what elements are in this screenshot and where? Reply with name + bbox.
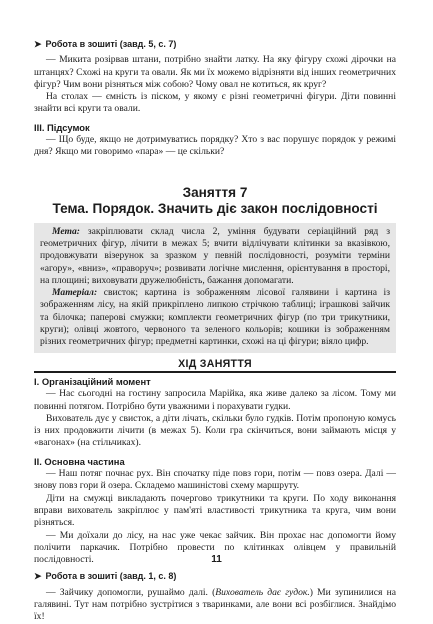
theme-title: Тема. Порядок. Значить діє закон послідовності — [52, 200, 378, 216]
materials-paragraph — [40, 287, 390, 348]
arrow-bullet-icon: ➤ — [34, 39, 42, 49]
section-heading: ІІ. Основна частина — [34, 455, 125, 467]
materials-label: Матеріал: — [52, 287, 98, 299]
paragraph: — Наш потяг почнає рух. Він спочатку піде повз гори, потім — повз озера. Далі — знову повз гори й озера. Складемо машиністові схему маршруту. — [34, 468, 396, 492]
page-body — [34, 38, 396, 624]
paragraph: — Ми доїхали до лісу, на нас уже чекає зайчик. Він прохає нас допомогти йому полічити паркачик. Потрібно провести по клітинках олівцем у правильній послідовності. — [34, 529, 396, 566]
section-heading: І. Організаційний момент — [34, 375, 151, 387]
text-run: ) Ми зупинилися на галявині. Тут нам потрібно зустрітися з тваринками, але вони всі розбіглися. Знайдімо їх! — [34, 586, 396, 623]
paragraph: Вихователь дує у свисток, а діти лічать, скільки було гудків. Потім пропоную комусь із них продовжити лічити (в межах 5). Коли гра скінчиться, вони займають місця у «вагонах» (на стільчиках). — [34, 412, 396, 449]
lesson-title: Заняття 7 — [182, 184, 248, 200]
goal-paragraph — [40, 226, 390, 287]
workbook-task — [34, 570, 396, 582]
goal-label: Мета: — [52, 225, 80, 237]
paragraph: На столах — ємність із піском, у якому є різні геометричні фігури. Діти повинні знайти всі круги та овали. — [34, 91, 396, 115]
workbook-task-label: Робота в зошиті (завд. 5, с. 7) — [45, 39, 177, 49]
text-run: — Зайчику допомогли, рушаймо далі. ( — [46, 586, 216, 598]
paragraph — [34, 587, 396, 624]
paragraph: — Микита розірвав штани, потрібно знайти латку. На яку фігуру схожі дірочки на штанцях? Схожі на круги та овали. Як ми їх можемо відрізняти від інших геометричних фігур? Чим вони різняться між собою? Чому овал не котиться, як круг? — [34, 54, 396, 90]
section-heading: ІІІ. Підсумок — [34, 121, 90, 133]
lesson-flow-heading: ХІД ЗАНЯТТЯ — [178, 357, 252, 370]
workbook-task — [34, 38, 396, 50]
divider — [34, 371, 396, 373]
workbook-task-label: Робота в зошиті (завд. 1, с. 8) — [45, 571, 177, 582]
arrow-bullet-icon: ➤ — [34, 571, 42, 582]
paragraph: Діти на смужці викладають почергово трикутники та круги. По ходу виконання вправи вихователь закріплює у пам'яті властивості трикутника та круга, чим вони різняться. — [34, 492, 396, 529]
page-number: 11 — [211, 554, 222, 565]
goals-box — [34, 223, 396, 353]
paragraph: — Що буде, якщо не дотримуватись порядку? Хто з вас порушує порядок у режимі дня? Якщо ми говоримо «пара» — це скільки? — [34, 134, 396, 158]
goal-text: закріплювати склад числа 2, уміння будувати серіаційний ряд з геометричних фігур, лічити в межах 5; вчити відлічувати клітинки за вказівкою, продовжувати візерунок за зразком у певній послідовності, розуміти терміни «агору», «вниз», «праворуч»; розвивати логічне мислення, орієнтування в просторі, на площині; виховувати дружелюбність, бажання допомагати. — [40, 225, 390, 286]
italic-remark: Вихователь дає гудок. — [215, 586, 310, 598]
materials-text: свисток; картина із зображенням лісової галявини і картина із зображенням лісу, на якій прикріплено липкою стрічкою таблиці; іграшкові зайчик та білочка; паперові смужки; комплекти геометричних фігур (по три трикутники, круги); олівці жовтого, червоного та зеленого кольорів; кошики із зображенням різних геометричних фігур; предметні картинки, схожі на ці фігури; віяло цифр. — [40, 287, 390, 348]
paragraph: — Нас сьогодні на гостину запросила Марійка, яка живе далеко за лісом. Тому ми повинні потягом. Потрібно бути уважними і порахувати гудки. — [34, 388, 396, 412]
